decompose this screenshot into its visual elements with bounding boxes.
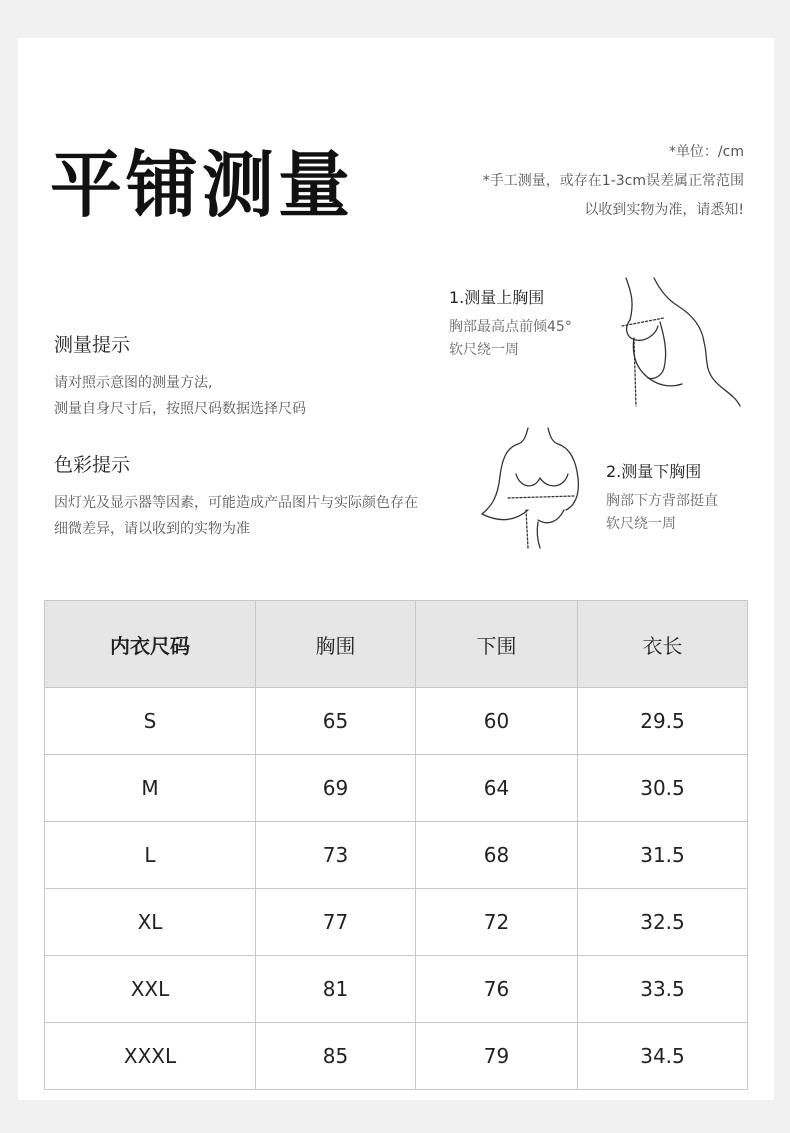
step-1-text <box>449 316 572 362</box>
table-row <box>45 956 748 1023</box>
table-cell: 85 <box>256 1023 416 1090</box>
table-cell: 76 <box>416 956 578 1023</box>
table-cell: 33.5 <box>578 956 748 1023</box>
table-cell: 69 <box>256 755 416 822</box>
step-2-text <box>606 490 718 536</box>
table-row <box>45 1023 748 1090</box>
table-cell: S <box>45 688 256 755</box>
color-tip-text <box>54 490 418 542</box>
table-cell: 30.5 <box>578 755 748 822</box>
table-cell: 29.5 <box>578 688 748 755</box>
error-note: *手工测量，或存在1-3cm误差属正常范围 <box>482 173 744 189</box>
color-tip-line: 因灯光及显示器等因素，可能造成产品图片与实际颜色存在 <box>54 495 418 511</box>
column-header-underbust: 下围 <box>416 601 578 688</box>
measurement-notes <box>483 138 744 225</box>
table-cell: XL <box>45 889 256 956</box>
table-row <box>45 889 748 956</box>
measure-tip-heading: 测量提示 <box>54 334 131 356</box>
under-bust-illustration-icon <box>478 426 598 550</box>
column-header-bust: 胸围 <box>256 601 416 688</box>
table-cell: 32.5 <box>578 889 748 956</box>
measure-tip-line: 请对照示意图的测量方法, <box>54 375 213 391</box>
table-cell: 31.5 <box>578 822 748 889</box>
table-cell: 81 <box>256 956 416 1023</box>
table-cell: 73 <box>256 822 416 889</box>
step-2-line: 胸部下方背部挺直 <box>606 493 718 509</box>
size-chart-table <box>44 600 748 1090</box>
step-2-title: 2.测量下胸围 <box>606 462 702 481</box>
step-2-line: 软尺绕一周 <box>606 516 676 532</box>
color-tip-line: 细微差异，请以收到的实物为准 <box>54 521 250 537</box>
measure-tip-line: 测量自身尺寸后，按照尺码数据选择尺码 <box>54 401 306 417</box>
table-row <box>45 755 748 822</box>
upper-bust-illustration-icon <box>604 276 744 408</box>
table-row <box>45 822 748 889</box>
table-cell: 65 <box>256 688 416 755</box>
table-cell: 79 <box>416 1023 578 1090</box>
table-cell: M <box>45 755 256 822</box>
column-header-length: 衣长 <box>578 601 748 688</box>
table-cell: L <box>45 822 256 889</box>
table-cell: XXXL <box>45 1023 256 1090</box>
page-title: 平铺测量 <box>50 143 355 227</box>
step-1-title: 1.测量上胸围 <box>449 288 545 307</box>
table-cell: XXL <box>45 956 256 1023</box>
table-cell: 68 <box>416 822 578 889</box>
table-cell: 60 <box>416 688 578 755</box>
color-tip-heading: 色彩提示 <box>54 454 131 476</box>
table-row <box>45 688 748 755</box>
table-cell: 34.5 <box>578 1023 748 1090</box>
step-1-line: 软尺绕一周 <box>449 342 519 358</box>
unit-note: *单位：/cm <box>668 144 744 160</box>
table-cell: 77 <box>256 889 416 956</box>
disclaimer-note: 以收到实物为准，请悉知! <box>584 202 744 218</box>
table-header-row <box>45 601 748 688</box>
step-1-line: 胸部最高点前倾45° <box>449 319 572 335</box>
table-cell: 72 <box>416 889 578 956</box>
measure-tip-text <box>54 370 306 422</box>
table-cell: 64 <box>416 755 578 822</box>
column-header-size: 内衣尺码 <box>45 601 256 688</box>
